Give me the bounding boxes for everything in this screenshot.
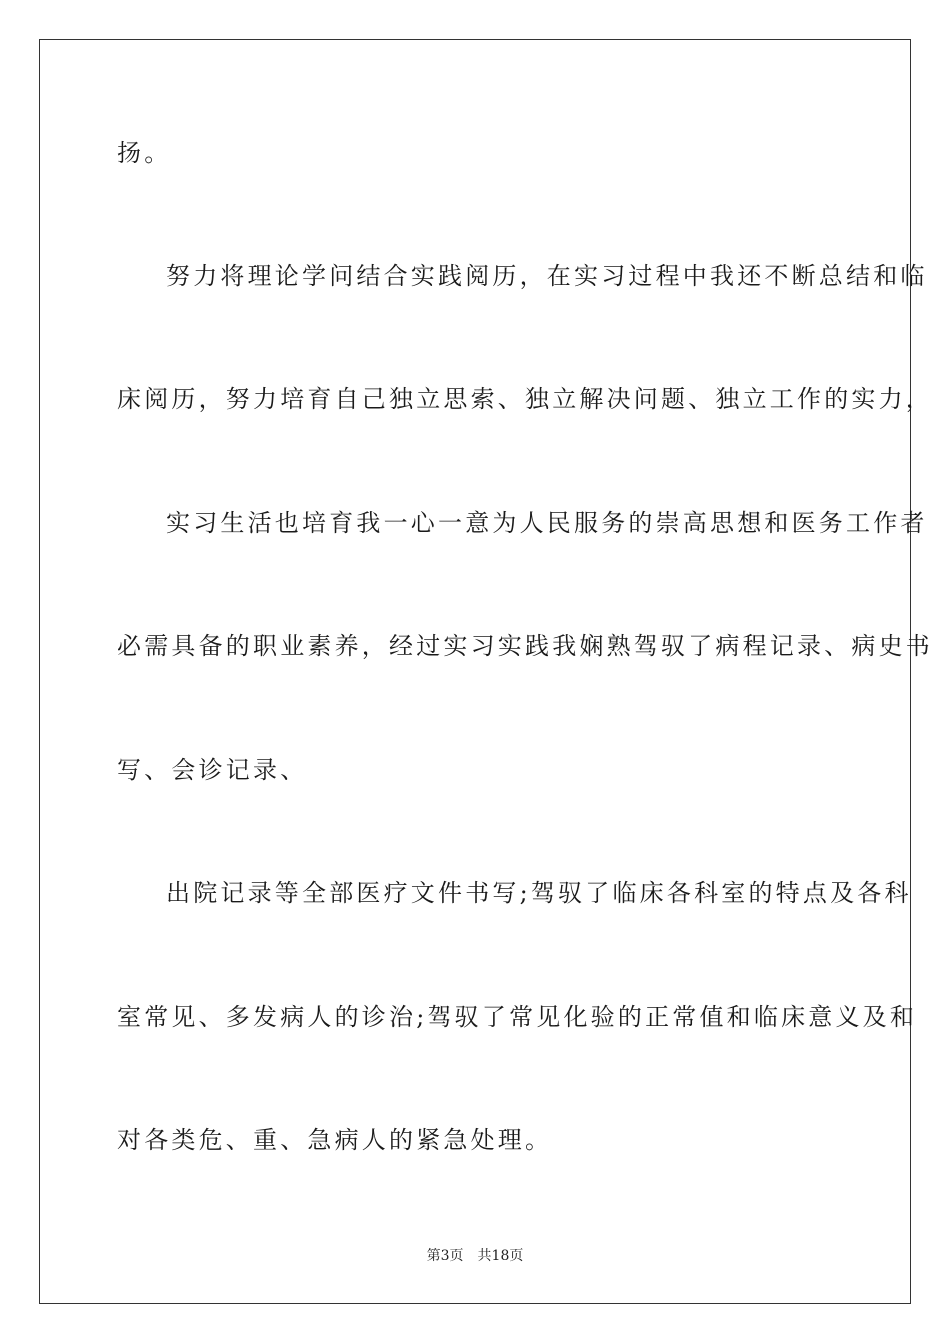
- paragraph-start-line: 努力将理论学问结合实践阅历，在实习过程中我还不断总结和临: [166, 262, 928, 290]
- text-line: 写、会诊记录、: [117, 756, 308, 784]
- page-number: 第3页: [426, 1248, 464, 1264]
- text-line: 扬。: [117, 139, 172, 167]
- page-footer: [0, 1247, 950, 1265]
- paragraph-start-line: 实习生活也培育我一心一意为人民服务的崇高思想和医务工作者: [166, 509, 928, 537]
- total-pages: 共18页: [477, 1248, 524, 1264]
- text-line: 对各类危、重、急病人的紧急处理。: [117, 1126, 553, 1154]
- paragraph-start-line: 出院记录等全部医疗文件书写;驾驭了临床各科室的特点及各科: [166, 879, 912, 907]
- page-border: [39, 39, 911, 1304]
- text-line: 必需具备的职业素养，经过实习实践我娴熟驾驭了病程记录、病史书: [117, 632, 933, 660]
- text-line: 床阅历，努力培育自己独立思索、独立解决问题、独立工作的实力，: [117, 385, 933, 413]
- text-line: 室常见、多发病人的诊治;驾驭了常见化验的正常值和临床意义及和: [117, 1003, 918, 1031]
